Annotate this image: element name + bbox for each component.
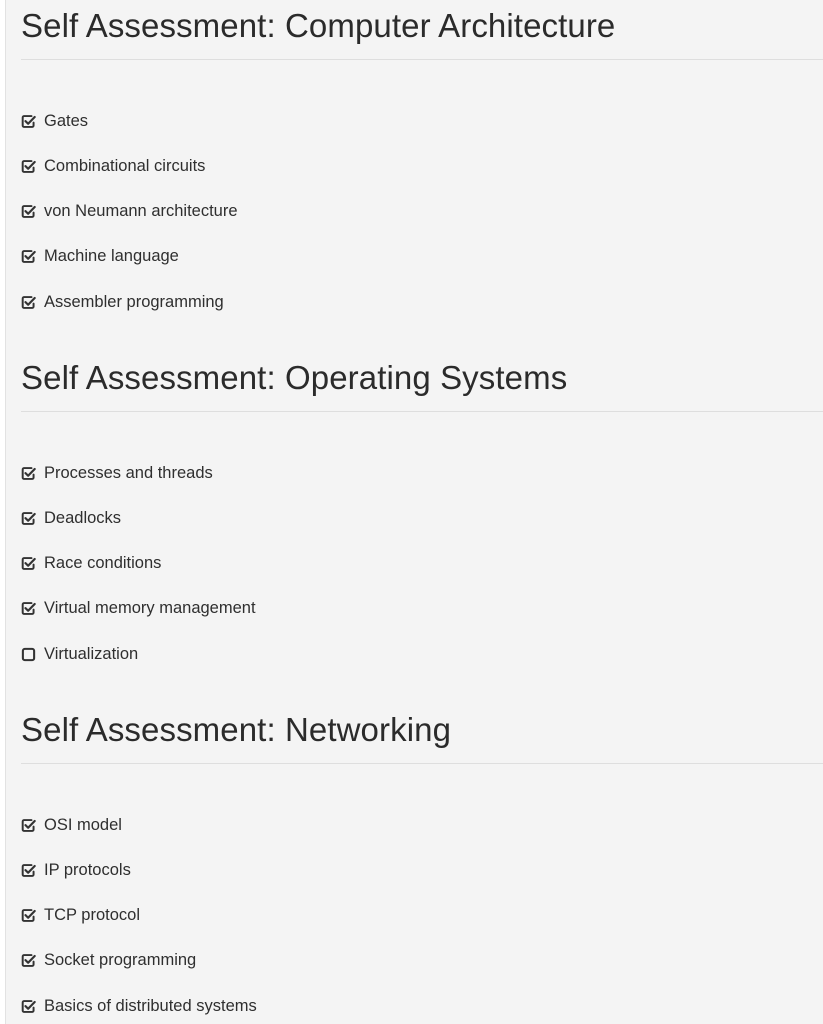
checklist-item-socket-programming[interactable] [21,951,257,971]
checklist-item-osi-model[interactable] [21,815,257,835]
checklist-item-race-conditions[interactable] [21,554,256,574]
section-title: Self Assessment: Computer Architecture [21,7,616,44]
section-operating-systems [21,358,823,663]
checked-box-icon[interactable] [21,511,36,526]
checked-box-icon[interactable] [21,601,36,616]
checklist [21,111,238,337]
checklist-item-deadlocks[interactable] [21,508,256,528]
checked-box-icon[interactable] [21,466,36,481]
checklist-item-label: Socket programming [44,951,197,970]
checklist-item-virtual-memory-management[interactable] [21,599,256,619]
checklist-item-von-neumann-architecture[interactable] [21,202,238,222]
checklist-item-gates[interactable] [21,111,238,131]
checklist-item-machine-language[interactable] [21,247,238,267]
checked-box-icon[interactable] [21,295,36,310]
checklist-item-label: IP protocols [44,860,131,879]
checklist-item-ip-protocols[interactable] [21,860,257,880]
checklist-item-label: Race conditions [44,554,162,573]
page [5,0,823,1024]
checked-box-icon[interactable] [21,114,36,129]
checklist-item-label: Machine language [44,247,179,266]
checklist-item-combinational-circuits[interactable] [21,156,238,176]
checklist-item-label: Combinational circuits [44,156,206,175]
checklist-item-tcp-protocol[interactable] [21,906,257,926]
checked-box-icon[interactable] [21,204,36,219]
checklist-item-label: von Neumann architecture [44,202,238,221]
checklist [21,463,256,689]
checked-box-icon[interactable] [21,863,36,878]
checked-box-icon[interactable] [21,159,36,174]
checklist-item-label: Processes and threads [44,463,213,482]
checklist-item-label: Virtual memory management [44,599,256,618]
checked-box-icon[interactable] [21,953,36,968]
checked-box-icon[interactable] [21,999,36,1014]
checklist-item-label: Assembler programming [44,292,224,311]
checked-box-icon[interactable] [21,818,36,833]
checklist-item-label: Deadlocks [44,508,122,527]
checked-box-icon[interactable] [21,908,36,923]
checklist-item-label: Virtualization [44,644,139,663]
section-networking [21,710,823,1015]
checked-box-icon[interactable] [21,249,36,264]
checklist-item-processes-and-threads[interactable] [21,463,256,483]
checklist-item-basics-of-distributed-systems[interactable] [21,996,257,1016]
unchecked-box-icon[interactable] [21,647,36,662]
section-computer-architecture [21,6,823,311]
checked-box-icon[interactable] [21,556,36,571]
section-divider [21,59,823,60]
section-divider [21,411,823,412]
section-divider [21,763,823,764]
checklist-item-label: OSI model [44,815,122,834]
checklist-item-label: TCP protocol [44,906,140,925]
checklist-item-label: Basics of distributed systems [44,996,257,1015]
checklist-item-label: Gates [44,111,89,130]
checklist [21,815,257,1024]
checklist-item-assembler-programming[interactable] [21,292,238,312]
section-title: Self Assessment: Operating Systems [21,359,568,396]
checklist-item-virtualization[interactable] [21,644,256,664]
section-title: Self Assessment: Networking [21,711,452,748]
